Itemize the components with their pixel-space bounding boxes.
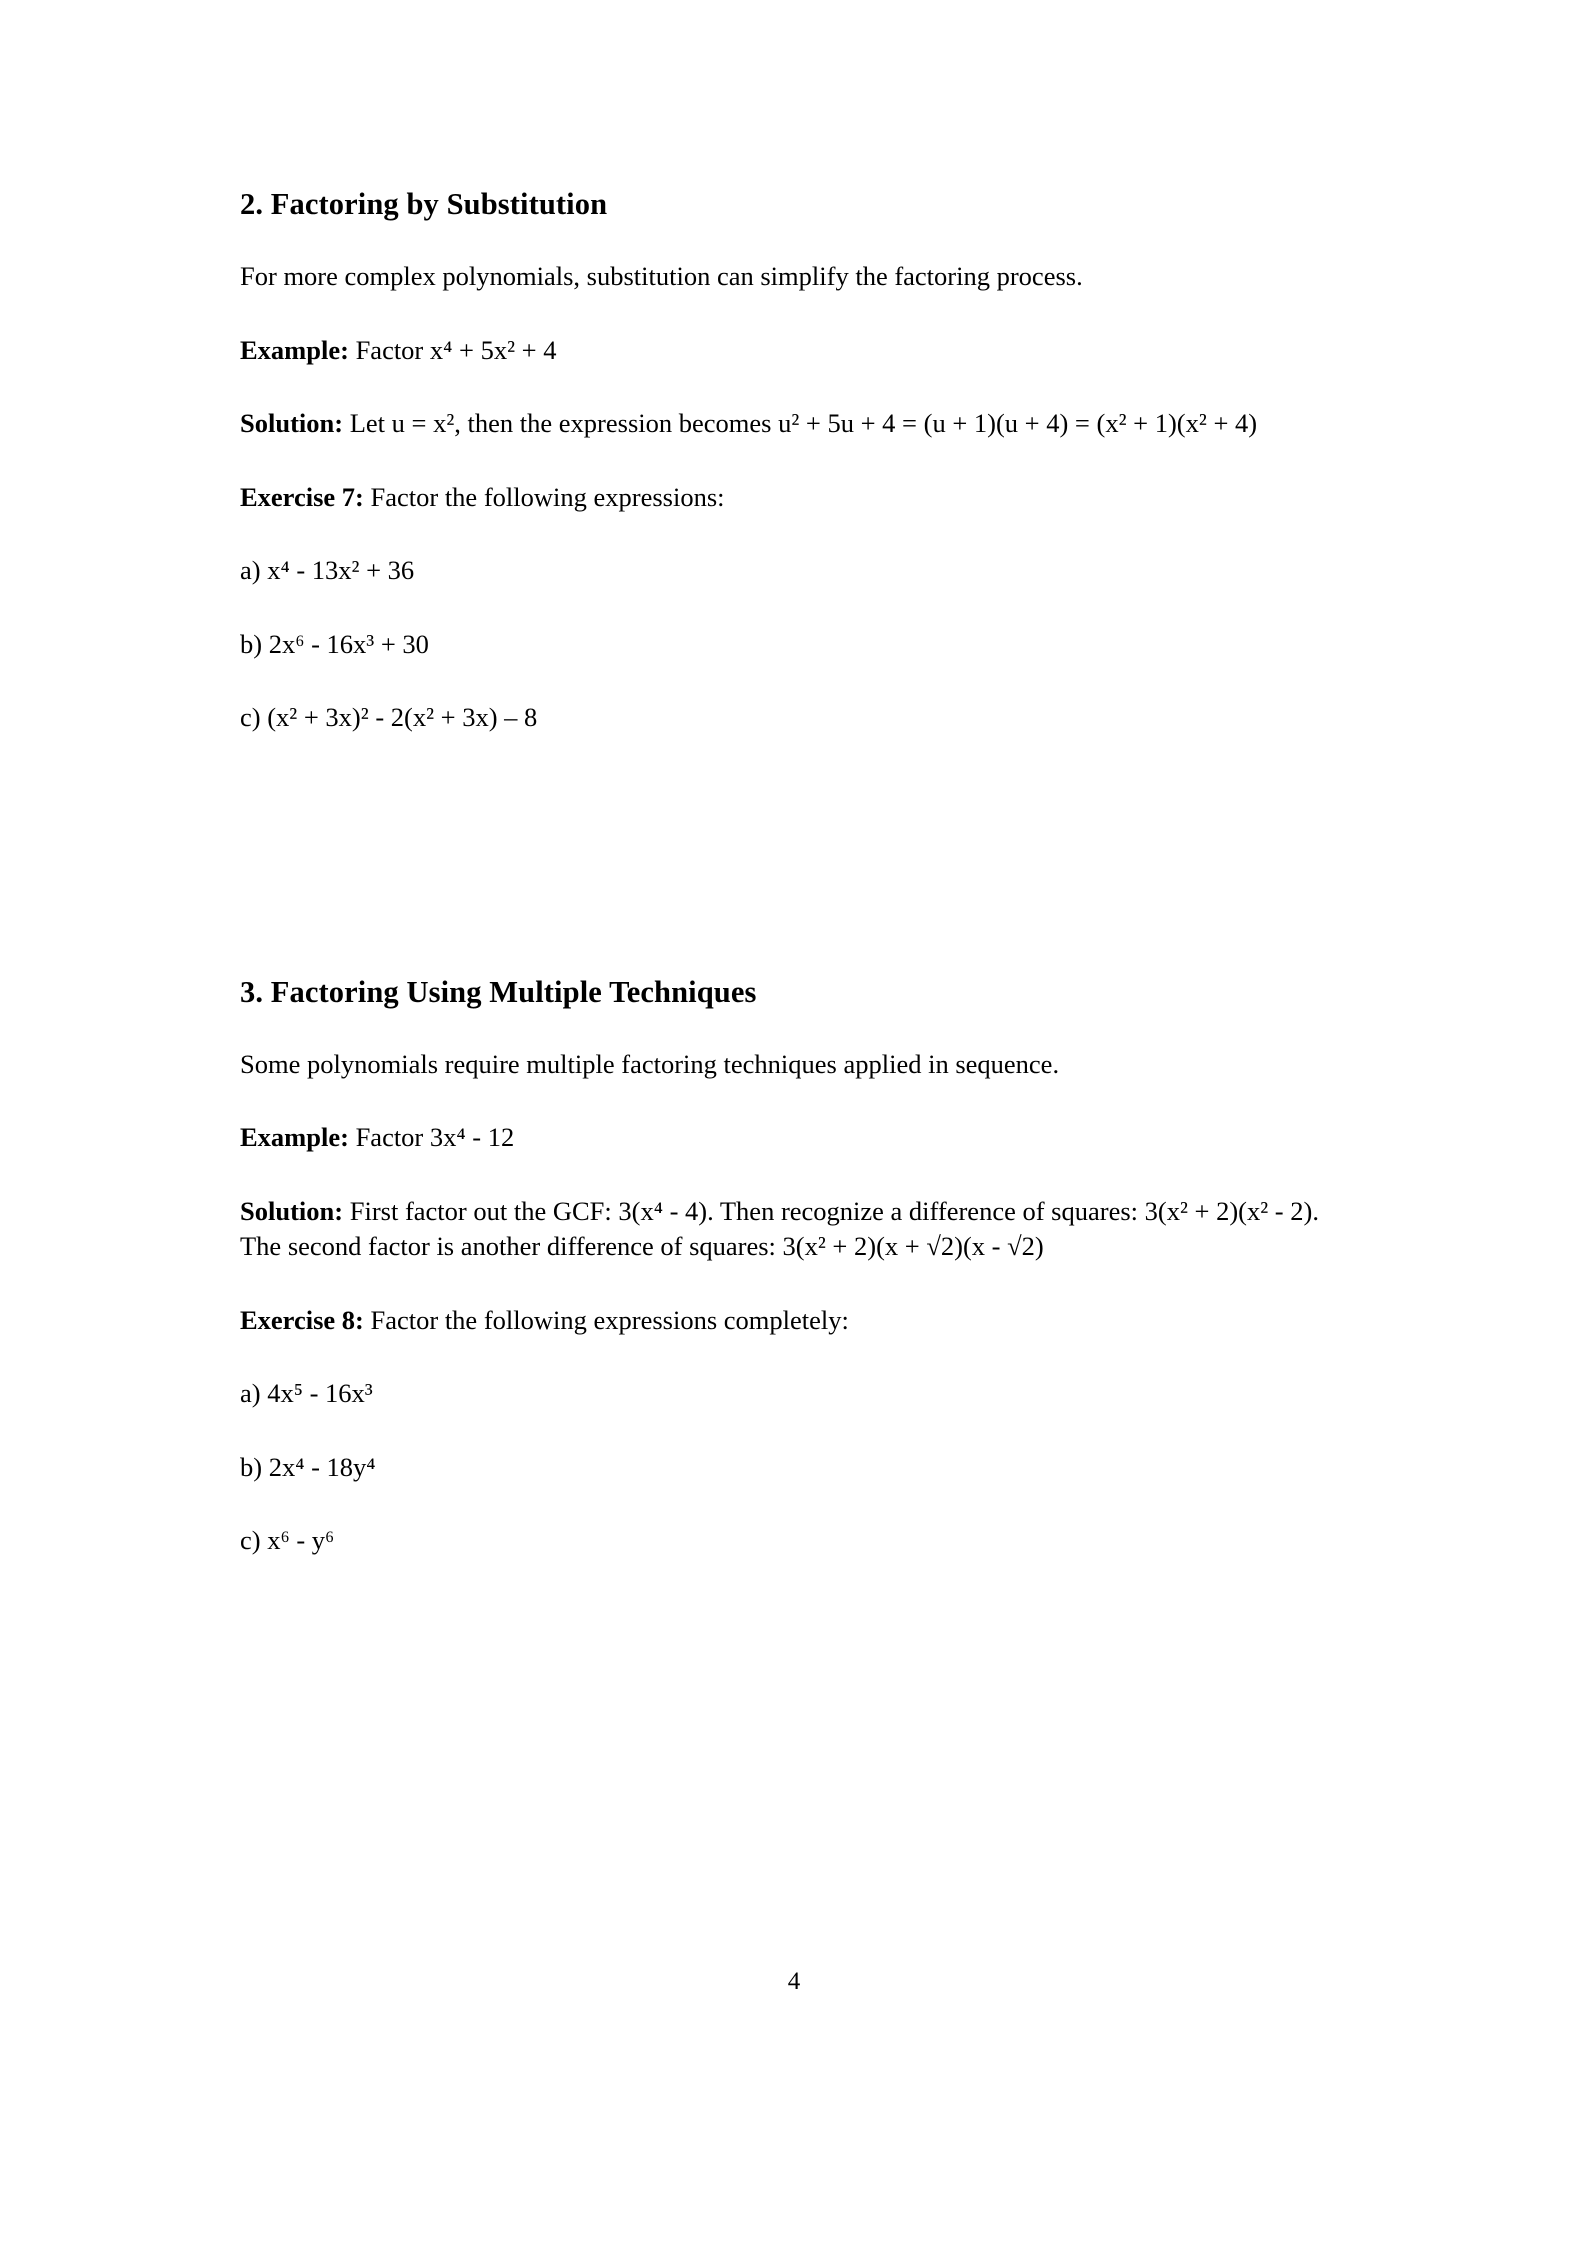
exercise-8-item-a: a) 4x⁵ - 16x³ bbox=[240, 1378, 373, 1409]
section-3-exercise-paragraph bbox=[240, 1303, 1348, 1339]
exercise-7-item-b: b) 2x⁶ - 16x³ + 30 bbox=[240, 628, 429, 659]
solution-label: Solution: bbox=[240, 408, 344, 439]
exercise-7-item-a: a) x⁴ - 13x² + 36 bbox=[240, 555, 415, 586]
section-2-solution-paragraph bbox=[240, 406, 1348, 442]
section-3-example-paragraph bbox=[240, 1120, 1348, 1156]
example-text: Factor x⁴ + 5x² + 4 bbox=[348, 334, 557, 365]
exercise-8-item-b: b) 2x⁴ - 18y⁴ bbox=[240, 1451, 376, 1482]
example-label: Example: bbox=[240, 334, 349, 365]
exercise-8-item-c: c) x⁶ - y⁶ bbox=[240, 1525, 335, 1556]
section-2-exercise-paragraph bbox=[240, 480, 1348, 516]
solution-text: First factor out the GCF: 3(x⁴ - 4). Then recognize a difference of squares: 3(x² + 2)(x² - 2). The second factor is another difference of squares: 3(x² + 2)(x + √2)(x - √2) bbox=[240, 1195, 1319, 1262]
example-text: Factor 3x⁴ - 12 bbox=[348, 1122, 515, 1153]
section-2-intro-paragraph: For more complex polynomials, substitution can simplify the factoring process. bbox=[240, 261, 1083, 292]
page-number: 4 bbox=[787, 1968, 801, 1995]
section-factoring-by-substitution bbox=[240, 186, 1348, 736]
section-2-example-paragraph bbox=[240, 333, 1348, 369]
exercise-label: Exercise 7: bbox=[240, 481, 364, 512]
section-spacer bbox=[240, 774, 1348, 974]
exercise-7-item-c: c) (x² + 3x)² - 2(x² + 3x) – 8 bbox=[240, 702, 538, 733]
exercise-text: Factor the following expressions: bbox=[363, 481, 725, 512]
exercise-label: Exercise 8: bbox=[240, 1304, 364, 1335]
section-3-solution-paragraph bbox=[240, 1194, 1348, 1265]
solution-label: Solution: bbox=[240, 1195, 344, 1226]
section-3-heading: 3. Factoring Using Multiple Techniques bbox=[240, 974, 757, 1009]
section-2-heading: 2. Factoring by Substitution bbox=[240, 187, 608, 221]
exercise-text: Factor the following expressions completely: bbox=[363, 1304, 849, 1335]
example-label: Example: bbox=[240, 1122, 349, 1153]
section-factoring-multiple-techniques bbox=[240, 974, 1348, 1559]
section-3-intro-paragraph: Some polynomials require multiple factoring techniques applied in sequence. bbox=[240, 1048, 1060, 1079]
solution-text: Let u = x², then the expression becomes u² + 5u + 4 = (u + 1)(u + 4) = (x² + 1)(x² + 4) bbox=[343, 408, 1258, 439]
page-content bbox=[240, 186, 1348, 1597]
